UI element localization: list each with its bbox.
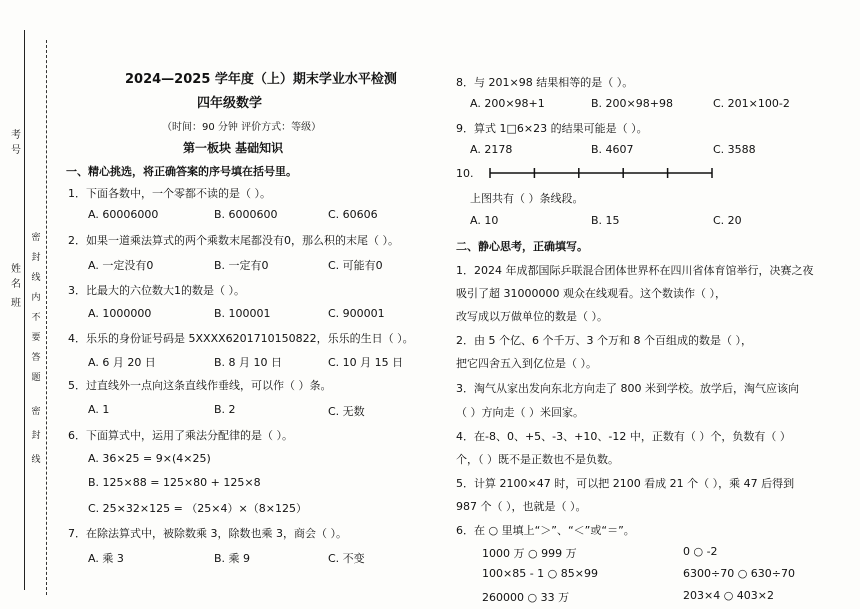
block-title: 第一板块 基础知识	[183, 141, 284, 155]
subject-title: 四年级数学	[197, 96, 263, 111]
q8-stem: 8．与 201×98 结果相等的是（ ）。	[456, 76, 634, 89]
s2-line-9: 个，（ ）既不是正数也不是负数。	[456, 453, 619, 466]
q10-option-c: C. 20	[713, 214, 742, 227]
compare-1-right: 0 ○ -2	[683, 545, 718, 558]
q10-number: 10.	[456, 167, 474, 180]
q9-option-a: A. 2178	[470, 143, 513, 156]
q9-option-c: C. 3588	[713, 143, 756, 156]
q9-stem: 9．算式 1□6×23 的结果可能是（ ）。	[456, 122, 648, 135]
q10-segment-figure	[486, 163, 716, 183]
s2-line-7: （ ）方向走（ ）米回家。	[456, 406, 584, 419]
s2-line-11: 987 个（ ），也就是（ ）。	[456, 500, 587, 513]
q7-option-c: C. 不变	[328, 552, 365, 565]
s2-line-1: 1．2024 年成都国际乒联混合团体世界杯在四川省体育馆举行，决赛之夜	[456, 264, 814, 277]
q8-option-c: C. 201×100-2	[713, 97, 790, 110]
q2-option-a: A. 一定没有0	[88, 259, 154, 272]
q8-option-a: A. 200×98+1	[470, 97, 545, 110]
seal-notice-2: 密封线	[31, 407, 41, 465]
s2-line-8: 4．在-8、0、+5、-3、+10、-12 中，正数有（ ）个，负数有（ ）	[456, 430, 791, 443]
q2-stem: 2．如果一道乘法算式的两个乘数末尾都没有0，那么积的末尾（ ）。	[68, 234, 399, 247]
q4-stem: 4．乐乐的身份证号码是 5XXXX6201710150822，乐乐的生日（ ）。	[68, 332, 414, 345]
q4-option-a: A. 6 月 20 日	[88, 356, 156, 369]
q5-option-a: A. 1	[88, 403, 110, 416]
q6-option-c: C. 25×32×125 = （25×4）×（8×125）	[88, 502, 307, 515]
q10-line	[490, 168, 712, 178]
name-label: 姓名	[11, 264, 21, 290]
q3-stem: 3．比最大的六位数大1的数是（ ）。	[68, 284, 245, 297]
q6-option-b: B. 125×88 = 125×80 + 125×8	[88, 476, 261, 489]
q1-stem: 1．下面各数中，一个零都不读的是（ ）。	[68, 187, 271, 200]
q3-option-a: A. 1000000	[88, 307, 152, 320]
q5-stem: 5．过直线外一点向这条直线作垂线，可以作（ ）条。	[68, 379, 332, 392]
compare-2-right: 6300÷70 ○ 630÷70	[683, 567, 796, 580]
q10-option-b: B. 15	[591, 214, 620, 227]
q2-option-b: B. 一定有0	[214, 259, 269, 272]
q2-option-c: C. 可能有0	[328, 259, 383, 272]
q10-option-a: A. 10	[470, 214, 499, 227]
binding-line-2	[46, 40, 47, 595]
q4-option-b: B. 8 月 10 日	[214, 356, 283, 369]
q7-option-a: A. 乘 3	[88, 552, 124, 565]
compare-3-right: 203×4 ○ 403×2	[683, 589, 775, 602]
section1-heading: 一、精心挑选，将正确答案的序号填在括号里。	[66, 165, 297, 178]
section2-heading: 二、静心思考，正确填写。	[456, 240, 588, 253]
s2-line-6: 3．淘气从家出发向东北方向走了 800 米到学校。放学后，淘气应该向	[456, 382, 799, 395]
s2-line-3: 改写成以万做单位的数是（ ）。	[456, 310, 608, 323]
compare-3-left: 260000 ○ 33 万	[482, 591, 570, 604]
s2-line-12: 6．在 ○ 里填上“＞”、“＜”或“＝”。	[456, 524, 635, 537]
page-title: 2024—2025 学年度（上）期末学业水平检测	[125, 72, 397, 87]
seal-notice: 密封线内不要答题	[31, 233, 41, 383]
q5-option-b: B. 2	[214, 403, 236, 416]
q3-option-c: C. 900001	[328, 307, 385, 320]
binding-line-1	[24, 30, 25, 590]
q8-option-b: B. 200×98+98	[591, 97, 673, 110]
q1-option-a: A. 60006000	[88, 208, 159, 221]
s2-line-10: 5．计算 2100×47 时，可以把 2100 看成 21 个（ ），乘 47 后得到	[456, 477, 795, 490]
q1-option-b: B. 6000600	[214, 208, 278, 221]
q7-option-b: B. 乘 9	[214, 552, 251, 565]
compare-2-left: 100×85 - 1 ○ 85×99	[482, 567, 598, 580]
q7-stem: 7．在除法算式中，被除数乘 3，除数也乘 3，商会（ ）。	[68, 527, 347, 540]
q5-option-c: C. 无数	[328, 405, 365, 418]
s2-line-2: 吸引了超 31000000 观众在线观看。这个数读作（ ），	[456, 287, 726, 300]
q1-option-c: C. 60606	[328, 208, 378, 221]
q3-option-b: B. 100001	[214, 307, 271, 320]
exam-no-label: 考号	[11, 130, 21, 156]
compare-1-left: 1000 万 ○ 999 万	[482, 547, 577, 560]
s2-line-4: 2．由 5 个亿、6 个千万、3 个万和 8 个百组成的数是（ ），	[456, 334, 752, 347]
s2-line-5: 把它四舍五入到亿位是（ ）。	[456, 357, 597, 370]
q6-stem: 6．下面算式中，运用了乘法分配律的是（ ）。	[68, 429, 293, 442]
class-label: 班	[11, 298, 21, 309]
q9-option-b: B. 4607	[591, 143, 634, 156]
q6-option-a: A. 36×25 = 9×(4×25)	[88, 452, 211, 465]
exam-meta: （时间：90 分钟 评价方式：等级）	[162, 122, 322, 133]
q4-option-c: C. 10 月 15 日	[328, 356, 404, 369]
q10-stem: 上图共有（ ）条线段。	[470, 192, 584, 205]
